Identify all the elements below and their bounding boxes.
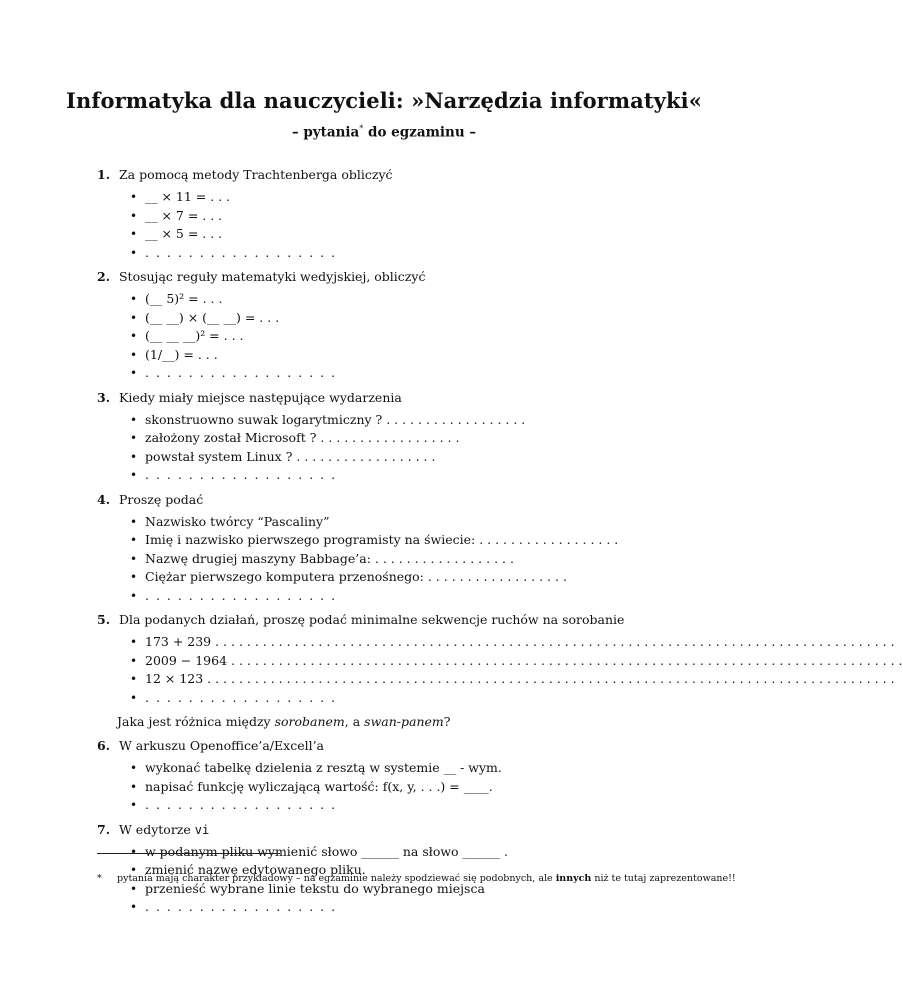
list-item: • wykonać tabelkę dzielenia z resztą w systemie __ - wym. <box>97 759 697 778</box>
question-text: W arkuszu Openoffice’a/Excell’a <box>118 738 325 753</box>
list-item: • (__ 5)² = . . . <box>97 290 697 309</box>
list-item: • powstał system Linux ? . . . . . . . . . . . . . . . . . . <box>97 448 697 467</box>
question-number: 7. <box>97 821 111 837</box>
list-item: • 12 × 123 . . . . . . . . . . . . . . . . . . . . . . . . . . . . . . . . . . . . . . . . . . . . . . . . . . . . . . . . . . . . . . . . . . . . . . . . . . . . . . . . . . . . . . . <box>97 670 697 689</box>
list-item: • . . . . . . . . . . . . . . . . . . <box>97 466 697 485</box>
list-item: • założony został Microsoft ? . . . . . . . . . . . . . . . . . . <box>97 429 697 448</box>
question-number: 2. <box>97 269 111 284</box>
question-header <box>97 736 697 756</box>
question-header <box>97 820 697 840</box>
question-text: Proszę podać <box>118 491 204 507</box>
question-header <box>97 388 697 408</box>
list-item: • 173 + 239 . . . . . . . . . . . . . . . . . . . . . . . . . . . . . . . . . . . . . . . . . . . . . . . . . . . . . . . . . . . . . . . . . . . . . . . . . . . . . . . . . . . . . . <box>97 633 697 652</box>
follow-up-text: , a <box>344 714 365 729</box>
footnote-mark: * <box>97 873 102 884</box>
question-number: 6. <box>97 738 111 753</box>
footnote-text-end: niż te tutaj zaprezentowane!! <box>591 873 736 884</box>
question-7 <box>97 820 697 917</box>
list-item: • (1/__) = . . . <box>97 346 697 365</box>
list-item: • (__ __ __)² = . . . <box>97 327 697 346</box>
list-item: • __ × 11 = . . . <box>97 188 697 207</box>
question-header <box>97 165 697 185</box>
list-item: • napisać funkcję wyliczającą wartość: f(x, y, . . .) = ____. <box>97 778 697 797</box>
question-5 <box>97 610 903 732</box>
follow-up-term-1: sorobanem <box>274 714 345 729</box>
list-item: • . . . . . . . . . . . . . . . . . . <box>97 244 697 263</box>
list-item: • Nazwę drugiej maszyny Babbage’a: . . . . . . . . . . . . . . . . . . <box>97 550 697 569</box>
question-header <box>97 267 697 287</box>
question-text: Stosując reguły matematyki wedyjskiej, obliczyć <box>118 269 426 284</box>
follow-up-term-2: swan-panem <box>364 714 444 729</box>
code-term: vi <box>194 822 210 837</box>
footnote-divider <box>97 853 280 854</box>
document-title: Informatyka dla nauczycieli: »Narzędzia informatyki« <box>66 88 702 113</box>
list-item: • __ × 5 = . . . <box>97 225 697 244</box>
question-header <box>97 610 697 630</box>
question-4 <box>97 490 697 606</box>
question-number: 5. <box>97 612 111 627</box>
question-text: Dla podanych działań, proszę podać minimalne sekwencje ruchów na sorobanie <box>118 612 625 627</box>
list-item: • skonstruowno suwak logarytmiczny ? . . . . . . . . . . . . . . . . . . <box>97 411 697 430</box>
subtitle-text: – pytania <box>291 124 360 141</box>
list-item: • . . . . . . . . . . . . . . . . . . <box>97 587 697 606</box>
question-text: Kiedy miały miejsce następujące wydarzenia <box>118 389 402 405</box>
list-item: • . . . . . . . . . . . . . . . . . . <box>97 689 697 708</box>
question-6 <box>97 736 697 815</box>
question-list <box>97 165 903 922</box>
list-item: • przenieść wybrane linie tekstu do wybranego miejsca <box>97 880 697 899</box>
question-number: 3. <box>97 389 111 405</box>
follow-up-question <box>97 712 697 732</box>
question-2 <box>97 267 697 383</box>
question-header <box>97 490 697 510</box>
list-item: • . . . . . . . . . . . . . . . . . . <box>97 898 697 917</box>
list-item: • zmienić nazwę edytowanego pliku. <box>97 861 697 880</box>
question-number: 4. <box>97 491 111 507</box>
question-text: Za pomocą metody Trachtenberga obliczyć <box>118 167 393 182</box>
follow-up-text: Jaka jest różnica między <box>117 714 275 729</box>
list-item: • (__ __) × (__ __) = . . . <box>97 309 697 328</box>
list-item: • Ciężar pierwszego komputera przenośnego: . . . . . . . . . . . . . . . . . . <box>97 568 697 587</box>
question-text: W edytorze <box>118 821 195 837</box>
list-item: • . . . . . . . . . . . . . . . . . . <box>97 364 697 383</box>
footnote-text: pytania mają charakter przykładowy – na egzaminie należy spodziewać się podobnych, ale <box>117 873 556 884</box>
list-item: • w podanym pliku wymienić słowo ______ na słowo ______ . <box>97 843 697 862</box>
list-item: • Nazwisko twórcy “Pascaliny” <box>97 513 697 532</box>
subtitle-rest: do egzaminu – <box>363 124 477 141</box>
footnote <box>97 873 736 884</box>
list-item: • Imię i nazwisko pierwszego programisty na świecie: . . . . . . . . . . . . . . . . . . <box>97 531 697 550</box>
list-item: • . . . . . . . . . . . . . . . . . . <box>97 796 697 815</box>
document-subtitle <box>0 124 768 141</box>
follow-up-text: ? <box>443 714 451 729</box>
footnote-marker: * <box>359 124 364 133</box>
question-1 <box>97 165 697 262</box>
list-item: • __ × 7 = . . . <box>97 207 697 226</box>
question-3 <box>97 388 697 485</box>
footnote-emphasis: innych <box>555 873 592 884</box>
question-number: 1. <box>97 167 111 182</box>
list-item: • 2009 − 1964 . . . . . . . . . . . . . . . . . . . . . . . . . . . . . . . . . . . . . . . . . . . . . . . . . . . . . . . . . . . . . . . . . . . . . . . . . . . . . . . . . . . . . <box>97 652 697 671</box>
